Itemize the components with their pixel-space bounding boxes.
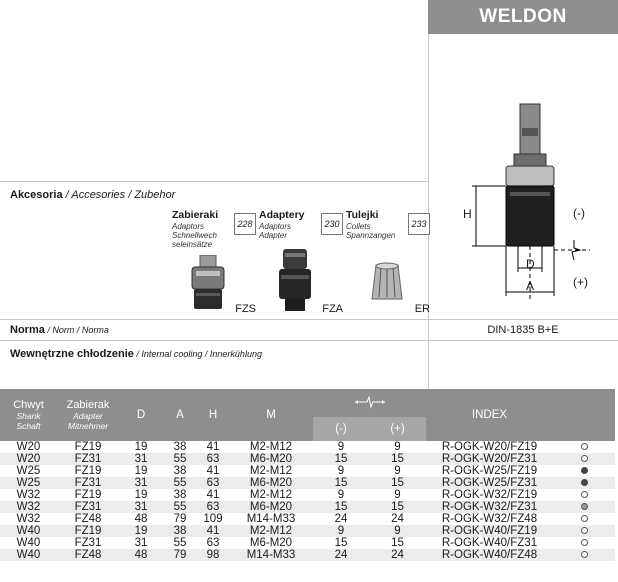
col-plus: (+) xyxy=(369,417,426,441)
cell-minus: 15 xyxy=(313,477,369,489)
cell-h: 109 xyxy=(203,513,223,525)
adaptor-fza-image xyxy=(273,249,317,315)
weldon-holder-diagram xyxy=(450,100,600,300)
cell-d: 31 xyxy=(134,537,148,549)
cell-adapter: FZ19 xyxy=(57,525,119,537)
cell-m: M6-M20 xyxy=(229,453,313,465)
col-m: M xyxy=(229,389,313,441)
cell-availability xyxy=(553,477,615,489)
weldon-badge: WELDON xyxy=(428,0,618,34)
cell-shank: W40 xyxy=(0,525,57,537)
availability-dot-icon xyxy=(581,515,588,522)
cell-adapter: FZ31 xyxy=(74,537,102,549)
cell-availability xyxy=(553,465,615,477)
cell-availability xyxy=(553,489,615,501)
col-shank: Chwyt Shank Schaft xyxy=(0,389,57,441)
cell-index: R-OGK-W40/FZ31 xyxy=(441,537,538,549)
accessory-name: Tulejki xyxy=(346,209,379,221)
cell-d: 19 xyxy=(119,525,163,537)
availability-dot-icon xyxy=(581,479,588,486)
col-minus: (-) xyxy=(313,417,369,441)
cell-minus: 9 xyxy=(337,489,345,501)
cell-adapter: FZ19 xyxy=(74,441,102,453)
cell-index: R-OGK-W32/FZ48 xyxy=(441,513,538,525)
cell-h: 63 xyxy=(197,477,229,489)
cell-adapter: FZ19 xyxy=(74,465,102,477)
table-row[interactable] xyxy=(0,453,615,465)
divider-norma-bottom xyxy=(0,340,618,341)
cell-a: 55 xyxy=(163,501,197,513)
divider-acc-top xyxy=(0,181,428,182)
accessories-title xyxy=(10,189,175,201)
cell-d: 19 xyxy=(134,465,148,477)
cell-a: 38 xyxy=(173,441,187,453)
cell-d: 48 xyxy=(119,549,163,561)
availability-dot-icon xyxy=(581,467,588,474)
cell-m: M2-M12 xyxy=(249,489,293,501)
cell-h: 63 xyxy=(197,453,229,465)
collet-er-image xyxy=(370,261,404,305)
cell-d: 19 xyxy=(134,441,148,453)
cell-minus: 24 xyxy=(334,513,348,525)
accessory-code: ER xyxy=(414,303,430,315)
cell-plus: 15 xyxy=(369,453,426,465)
availability-dot-icon xyxy=(581,443,588,450)
table-row[interactable] xyxy=(0,441,615,453)
diagram-label-h: H xyxy=(463,207,472,221)
cell-h: 63 xyxy=(206,537,220,549)
accessory-page-ref: 233 xyxy=(408,213,430,235)
cell-adapter: FZ48 xyxy=(57,549,119,561)
divider-norma-top xyxy=(0,319,618,320)
accessory-name: Adaptery xyxy=(259,209,305,221)
cell-adapter: FZ19 xyxy=(74,489,102,501)
cell-plus: 15 xyxy=(369,477,426,489)
cell-plus: 9 xyxy=(369,525,426,537)
diagram-label-d: D xyxy=(526,257,535,271)
cell-minus: 15 xyxy=(313,453,369,465)
cell-a: 38 xyxy=(173,465,187,477)
cell-a: 79 xyxy=(173,513,187,525)
cell-d: 19 xyxy=(134,489,148,501)
cooling-label: Wewnętrzne chłodzenie / Internal cooling / Innerkühlung xyxy=(10,348,262,360)
diagram-label-plus: (+) xyxy=(573,275,588,289)
table-row[interactable] xyxy=(0,525,615,537)
cell-h: 41 xyxy=(206,489,220,501)
cell-plus: 9 xyxy=(394,441,401,453)
cell-a: 55 xyxy=(163,453,197,465)
cell-shank: W40 xyxy=(0,549,57,561)
cell-availability xyxy=(553,441,615,453)
cell-minus: 9 xyxy=(337,441,345,453)
availability-dot-icon xyxy=(581,491,588,498)
cell-h: 41 xyxy=(206,465,220,477)
accessory-adaptery[interactable] xyxy=(259,205,343,317)
cell-availability xyxy=(553,537,615,549)
table-row[interactable] xyxy=(0,549,615,561)
accessory-subtitle: Adaptors Adapter xyxy=(259,222,292,240)
cell-a: 38 xyxy=(173,489,187,501)
cell-minus: 15 xyxy=(313,501,369,513)
cell-adapter: FZ31 xyxy=(57,477,119,489)
accessory-page-ref: 228 xyxy=(234,213,256,235)
cell-plus: 15 xyxy=(391,537,404,549)
cell-m: M6-M20 xyxy=(229,501,313,513)
cell-plus: 15 xyxy=(369,501,426,513)
cell-shank: W40 xyxy=(16,537,41,549)
cell-shank: W32 xyxy=(16,489,41,501)
cell-h: 98 xyxy=(197,549,229,561)
cell-index: R-OGK-W32/FZ31 xyxy=(426,501,553,513)
accessory-subtitle: Adaptors Schnellwech seleinsätze xyxy=(172,222,217,249)
cell-a: 79 xyxy=(163,549,197,561)
cell-minus: 9 xyxy=(313,525,369,537)
norma-value: DIN-1835 B+E xyxy=(487,324,559,336)
col-d: D xyxy=(119,389,163,441)
cell-m: M2-M12 xyxy=(249,441,293,453)
cell-plus: 9 xyxy=(394,465,401,477)
table-row[interactable] xyxy=(0,513,615,525)
cell-minus: 9 xyxy=(337,465,345,477)
cell-index: R-OGK-W20/FZ19 xyxy=(441,441,538,453)
cell-minus: 15 xyxy=(334,537,348,549)
accessory-subtitle: Collets Spannzangen xyxy=(346,222,396,240)
compensation-icon xyxy=(313,389,426,417)
cell-m: M14-M33 xyxy=(246,513,296,525)
col-adapter: Zabierak Adapter Mitnehmer xyxy=(57,389,119,441)
cell-a: 55 xyxy=(173,537,187,549)
cell-availability xyxy=(553,453,615,465)
product-table xyxy=(0,389,615,561)
availability-dot-icon xyxy=(581,527,588,534)
cell-availability xyxy=(553,513,615,525)
availability-dot-icon xyxy=(581,551,588,558)
cell-h: 41 xyxy=(206,441,220,453)
cell-shank: W32 xyxy=(16,513,41,525)
cell-m: M2-M12 xyxy=(249,465,293,477)
col-availability xyxy=(553,389,615,441)
cell-d: 48 xyxy=(134,513,148,525)
cell-shank: W20 xyxy=(0,453,57,465)
cell-adapter: FZ31 xyxy=(57,453,119,465)
cell-index: R-OGK-W32/FZ19 xyxy=(441,489,538,501)
availability-dot-icon xyxy=(581,455,588,462)
cell-shank: W32 xyxy=(0,501,57,513)
cell-h: 63 xyxy=(197,501,229,513)
cell-availability xyxy=(553,501,615,513)
cell-d: 31 xyxy=(119,453,163,465)
cell-index: R-OGK-W25/FZ19 xyxy=(441,465,538,477)
cell-shank: W25 xyxy=(16,465,41,477)
cell-index: R-OGK-W25/FZ31 xyxy=(426,477,553,489)
cell-availability xyxy=(553,549,615,561)
cell-index: R-OGK-W40/FZ19 xyxy=(426,525,553,537)
cell-d: 31 xyxy=(119,501,163,513)
table-row[interactable] xyxy=(0,477,615,489)
norma-label: Norma / Norm / Norma xyxy=(10,324,109,336)
cell-index: R-OGK-W20/FZ31 xyxy=(426,453,553,465)
accessory-code: FZS xyxy=(235,303,256,315)
accessories-title-bold: Akcesoria xyxy=(10,189,63,201)
cell-availability xyxy=(553,525,615,537)
cell-plus: 24 xyxy=(369,549,426,561)
cell-m: M6-M20 xyxy=(229,477,313,489)
col-h: H xyxy=(197,389,229,441)
cell-plus: 9 xyxy=(394,489,401,501)
table-row[interactable] xyxy=(0,537,615,549)
cell-index: R-OGK-W40/FZ48 xyxy=(426,549,553,561)
cell-m: M2-M12 xyxy=(229,525,313,537)
accessory-zabieraki[interactable] xyxy=(172,205,256,317)
cell-h: 41 xyxy=(197,525,229,537)
accessory-code: FZA xyxy=(322,303,343,315)
table-row[interactable] xyxy=(0,501,615,513)
col-a: A xyxy=(163,389,197,441)
cell-shank: W25 xyxy=(0,477,57,489)
adaptor-fzs-image xyxy=(188,255,228,315)
table-row[interactable] xyxy=(0,489,615,501)
accessory-name: Zabieraki xyxy=(172,209,219,221)
table-row[interactable] xyxy=(0,465,615,477)
availability-dot-icon xyxy=(581,539,588,546)
cell-plus: 24 xyxy=(391,513,404,525)
cell-a: 55 xyxy=(163,477,197,489)
cell-a: 38 xyxy=(163,525,197,537)
availability-dot-icon xyxy=(581,503,588,510)
cell-adapter: FZ31 xyxy=(57,501,119,513)
cell-minus: 24 xyxy=(313,549,369,561)
diagram-label-minus: (-) xyxy=(573,206,585,220)
accessories-title-rest: / Accesories / Zubehor xyxy=(62,189,176,201)
cell-m: M6-M20 xyxy=(249,537,293,549)
diagram-label-a: A xyxy=(526,279,535,293)
cell-adapter: FZ48 xyxy=(74,513,102,525)
cell-m: M14-M33 xyxy=(229,549,313,561)
cell-shank: W20 xyxy=(16,441,41,453)
cell-d: 31 xyxy=(119,477,163,489)
col-index: INDEX xyxy=(426,389,553,441)
accessory-tulejki[interactable] xyxy=(346,205,430,317)
accessory-page-ref: 230 xyxy=(321,213,343,235)
